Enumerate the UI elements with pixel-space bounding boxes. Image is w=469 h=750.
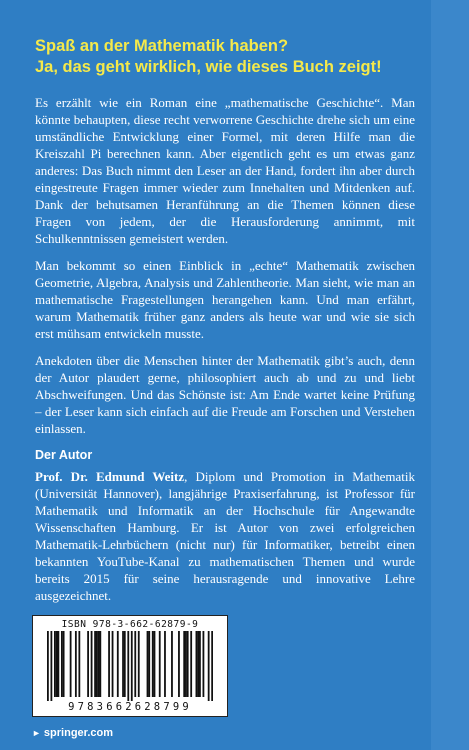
paragraph-1: Es erzählt wie ein Roman eine „mathematische Geschichte“. Man könnte behaupten, diese recht verworrene Geschichte drehe sich um eine umständliche Entwicklung einer Formel, mit deren Hilfe man die Kreiszahl Pi berechnen kann. Aber eigentlich geht es um etwas ganz anderes: Das Buch nimmt den Leser an der Hand, fordert ihn aber durch eingestreute Fragen immer wieder zum Innehalten und Mitdenken auf. Dank der behutsamen Heranführung an die Themen können diese Fragen von jedem, der die Herausforderung annimmt, mit Schulkenntnissen gemeistert werden. <box>35 95 415 246</box>
barcode-bar <box>164 631 166 697</box>
barcode-bar <box>171 631 173 697</box>
barcode-bar <box>108 631 110 697</box>
barcode-bar <box>50 631 52 701</box>
author-heading: Der Autor <box>35 448 93 462</box>
barcode-bar <box>94 631 96 697</box>
barcode-bar <box>96 631 98 697</box>
blurb-text <box>35 94 415 614</box>
barcode-bar <box>183 631 185 697</box>
barcode-bar <box>57 631 59 697</box>
barcode-bar <box>117 631 119 697</box>
paragraph-2: Man bekommt so einen Einblick in „echte“ Mathematik zwischen Geometrie, Algebra, Analysis und Zahlentheorie. Man sieht, wie man an mathematische Fragestellungen herangehen kann. Und man erfährt, warum Mathematik früher ganz anders als heute war und wie sie sich erst mühsam entwickeln musste. <box>35 258 415 341</box>
barcode <box>32 615 228 717</box>
barcode-bar <box>91 631 93 697</box>
barcode-bar <box>98 631 100 697</box>
headline-line-2: Ja, das geht wirklich, wie dieses Buch zeigt! <box>35 58 382 76</box>
barcode-bar <box>47 631 49 701</box>
barcode-bars <box>47 631 213 701</box>
barcode-bar <box>196 631 198 697</box>
barcode-bar <box>199 631 201 697</box>
barcode-bar <box>211 631 213 701</box>
author-bio-text: , Diplom und Promotion in Mathematik (Universität Hannover), langjährige Praxiserfahrung, ist Professor für Mathematik und Informatik an der Hochschule für Angewandte Wissenschaften Hamburg. Er ist Autor von zwei erfolgreichen Mathematik-Lehrbüchern (nicht nur) für Informatiker, betreibt einen bekannten YouTube-Kanal zu mathematischen Themen und wurde bereits 2015 für seine herausragende und innovative Lehre ausgezeichnet. <box>35 469 416 603</box>
barcode-bar <box>122 631 124 697</box>
barcode-bar <box>56 631 58 697</box>
barcode-bar <box>147 631 149 697</box>
barcode-bar <box>154 631 156 697</box>
barcode-bar <box>75 631 77 697</box>
barcode-bar <box>203 631 205 697</box>
barcode-bar <box>178 631 180 697</box>
barcode-bar <box>78 631 80 697</box>
barcode-digits: 9783662628799 <box>68 701 192 713</box>
author-bio <box>35 468 415 604</box>
barcode-bar <box>152 631 154 697</box>
paragraph-3: Anekdoten über die Menschen hinter der Mathematik gibt’s auch, denn der Autor plaudert gerne, philosophiert auch ab und zu und liebt Abschweifungen. Und das Schönste ist: Am Ende wartet keine Prüfung – der Leser kann sich einfach auf die Freude am Forschen und Verstehen einlassen. <box>35 353 415 436</box>
springer-link-text: springer.com <box>43 727 113 739</box>
author-name: Prof. Dr. Edmund Weitz <box>35 469 185 484</box>
barcode-bar <box>134 631 136 697</box>
barcode-bar <box>197 631 199 697</box>
barcode-bar <box>63 631 65 697</box>
barcode-bar <box>138 631 140 697</box>
barcode-bar <box>127 631 129 701</box>
isbn-label: ISBN 978-3-662-62879-9 <box>61 619 199 630</box>
barcode-bar <box>131 631 133 701</box>
barcode-bar <box>61 631 63 697</box>
headline <box>35 36 435 78</box>
barcode-bar <box>148 631 150 697</box>
barcode-bar <box>54 631 56 697</box>
barcode-bar <box>99 631 101 697</box>
barcode-bar <box>187 631 189 697</box>
barcode-bar <box>112 631 114 697</box>
barcode-bar <box>87 631 89 697</box>
arrow-right-icon: ► <box>32 728 41 738</box>
headline-line-1: Spaß an der Mathematik haben? <box>35 37 289 55</box>
spine-strip <box>431 0 469 750</box>
barcode-bar <box>159 631 161 697</box>
springer-link[interactable] <box>32 727 113 739</box>
barcode-bar <box>124 631 126 697</box>
barcode-bar <box>185 631 187 697</box>
barcode-bar <box>208 631 210 701</box>
barcode-bar <box>70 631 72 697</box>
barcode-bar <box>190 631 192 697</box>
